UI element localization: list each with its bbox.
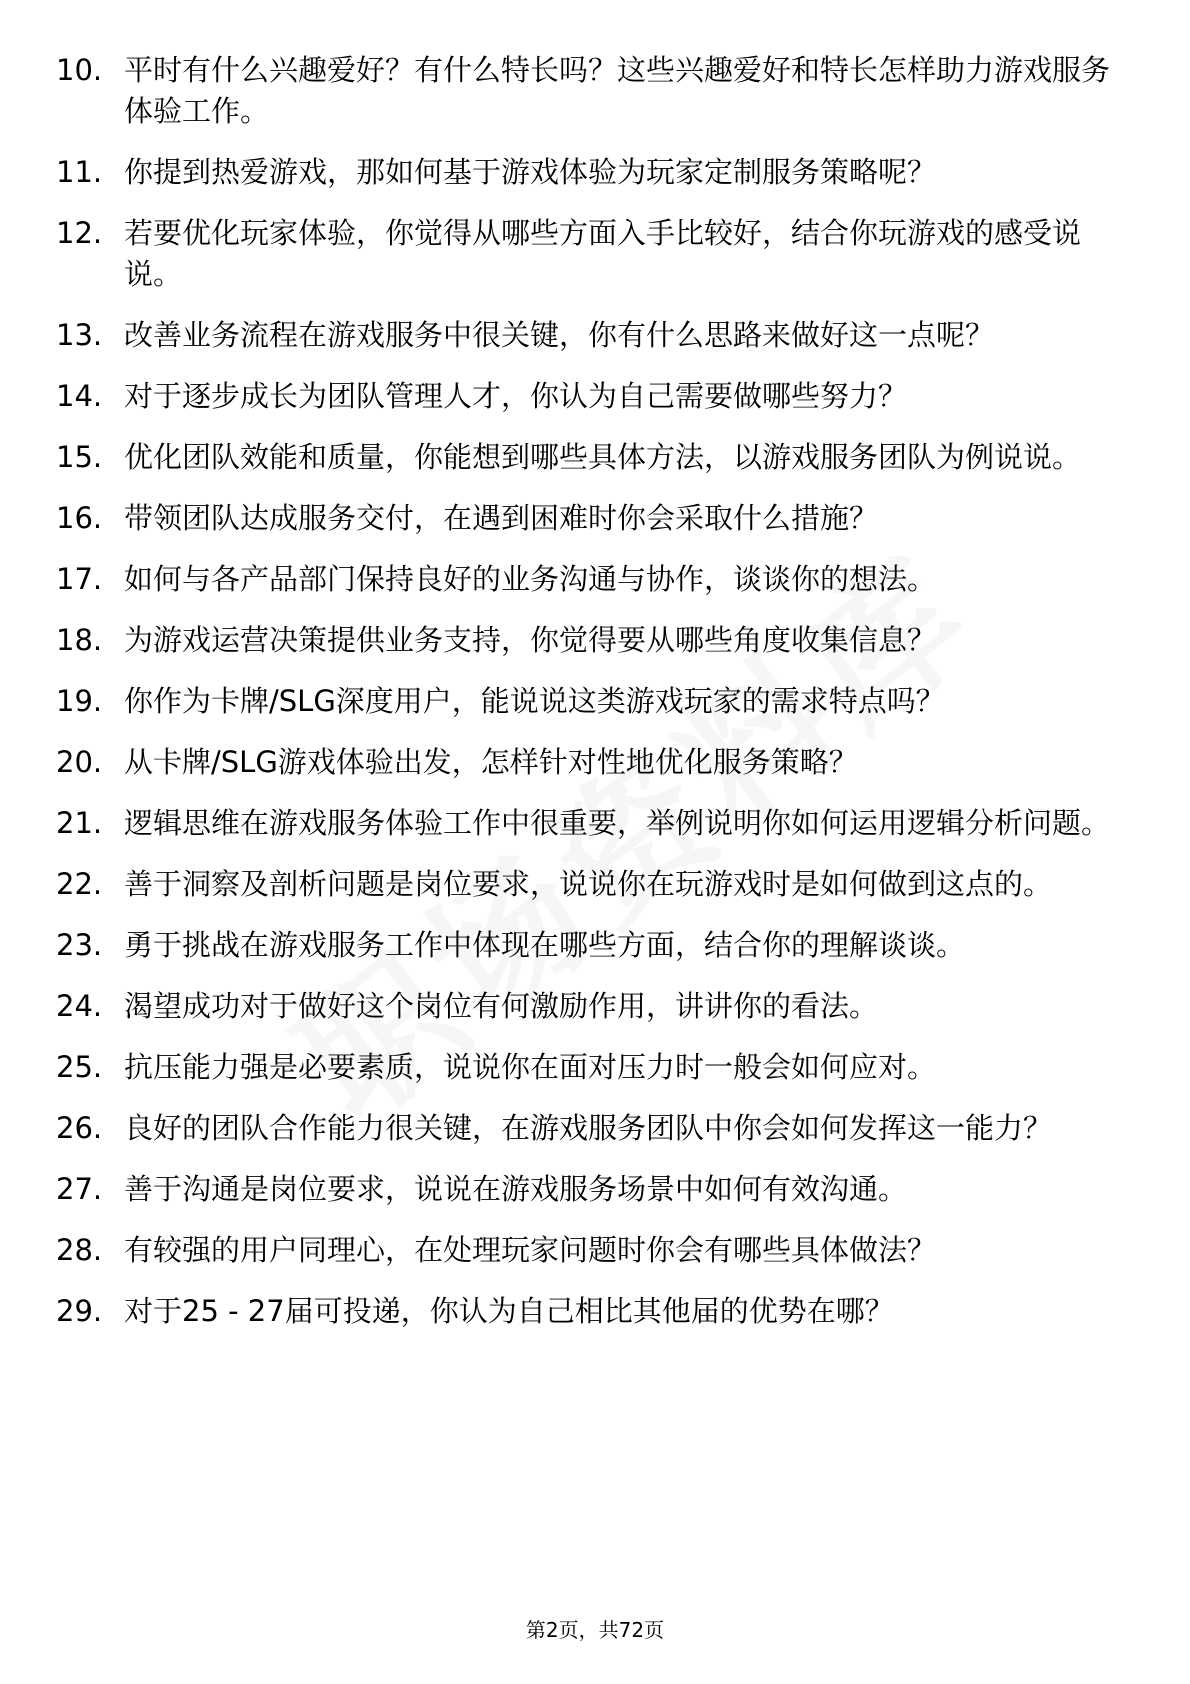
question-number: 19.	[56, 684, 103, 718]
question-item	[56, 1108, 1136, 1149]
question-number: 24.	[56, 989, 103, 1023]
question-item	[56, 559, 1136, 600]
question-text: 优化团队效能和质量，你能想到哪些具体方法，以游戏服务团队为例说说。	[124, 440, 1082, 474]
question-number: 29.	[56, 1294, 103, 1328]
question-number: 18.	[56, 623, 103, 657]
question-item	[56, 925, 1136, 966]
question-number: 20.	[56, 745, 103, 779]
question-number: 17.	[56, 562, 103, 596]
question-item	[56, 376, 1136, 417]
question-number: 12.	[56, 216, 103, 250]
question-text: 为游戏运营决策提供业务支持，你觉得要从哪些角度收集信息？	[124, 623, 937, 657]
question-item	[56, 1230, 1136, 1271]
question-text: 你提到热爱游戏，那如何基于游戏体验为玩家定制服务策略呢？	[124, 155, 937, 189]
question-text: 渴望成功对于做好这个岗位有何激励作用，讲讲你的看法。	[124, 989, 879, 1023]
question-list	[56, 50, 1136, 1352]
question-number: 13.	[56, 318, 103, 352]
question-text: 对于25 - 27届可投递，你认为自己相比其他届的优势在哪？	[124, 1294, 894, 1328]
question-item	[56, 620, 1136, 661]
question-text: 良好的团队合作能力很关键，在游戏服务团队中你会如何发挥这一能力？	[124, 1111, 1053, 1145]
question-text: 逻辑思维在游戏服务体验工作中很重要，举例说明你如何运用逻辑分析问题。	[124, 806, 1111, 840]
question-item	[56, 1047, 1136, 1088]
question-item	[56, 803, 1136, 844]
question-number: 21.	[56, 806, 103, 840]
question-item	[56, 864, 1136, 905]
question-text: 对于逐步成长为团队管理人才，你认为自己需要做哪些努力？	[124, 379, 908, 413]
question-item	[56, 213, 1136, 295]
question-item	[56, 1291, 1136, 1332]
question-item	[56, 152, 1136, 193]
question-number: 26.	[56, 1111, 103, 1145]
question-text: 如何与各产品部门保持良好的业务沟通与协作，谈谈你的想法。	[124, 562, 937, 596]
question-text: 勇于挑战在游戏服务工作中体现在哪些方面，结合你的理解谈谈。	[124, 928, 966, 962]
question-item	[56, 1169, 1136, 1210]
question-text: 有较强的用户同理心，在处理玩家问题时你会有哪些具体做法？	[124, 1233, 937, 1267]
question-number: 22.	[56, 867, 103, 901]
question-number: 14.	[56, 379, 103, 413]
question-text: 善于洞察及剖析问题是岗位要求，说说你在玩游戏时是如何做到这点的。	[124, 867, 1053, 901]
question-item	[56, 986, 1136, 1027]
question-text: 从卡牌/SLG游戏体验出发，怎样针对性地优化服务策略？	[124, 745, 858, 779]
question-text: 抗压能力强是必要素质，说说你在面对压力时一般会如何应对。	[124, 1050, 937, 1084]
question-item	[56, 681, 1136, 722]
question-number: 27.	[56, 1172, 103, 1206]
question-text: 你作为卡牌/SLG深度用户，能说说这类游戏玩家的需求特点吗？	[124, 684, 945, 718]
question-number: 10.	[56, 53, 103, 87]
question-text: 改善业务流程在游戏服务中很关键，你有什么思路来做好这一点呢？	[124, 318, 995, 352]
question-item	[56, 742, 1136, 783]
question-item	[56, 315, 1136, 356]
question-number: 16.	[56, 501, 103, 535]
question-item	[56, 498, 1136, 539]
question-item	[56, 50, 1136, 132]
question-item	[56, 437, 1136, 478]
question-text: 平时有什么兴趣爱好？有什么特长吗？这些兴趣爱好和特长怎样助力游戏服务体验工作。	[124, 53, 1111, 128]
question-text: 带领团队达成服务交付，在遇到困难时你会采取什么措施？	[124, 501, 879, 535]
question-number: 23.	[56, 928, 103, 962]
question-number: 11.	[56, 155, 103, 189]
question-text: 若要优化玩家体验，你觉得从哪些方面入手比较好，结合你玩游戏的感受说说。	[124, 216, 1082, 291]
question-number: 25.	[56, 1050, 103, 1084]
question-text: 善于沟通是岗位要求，说说在游戏服务场景中如何有效沟通。	[124, 1172, 908, 1206]
question-number: 15.	[56, 440, 103, 474]
page-number-footer: 第2页，共72页	[525, 1618, 665, 1642]
question-number: 28.	[56, 1233, 103, 1267]
